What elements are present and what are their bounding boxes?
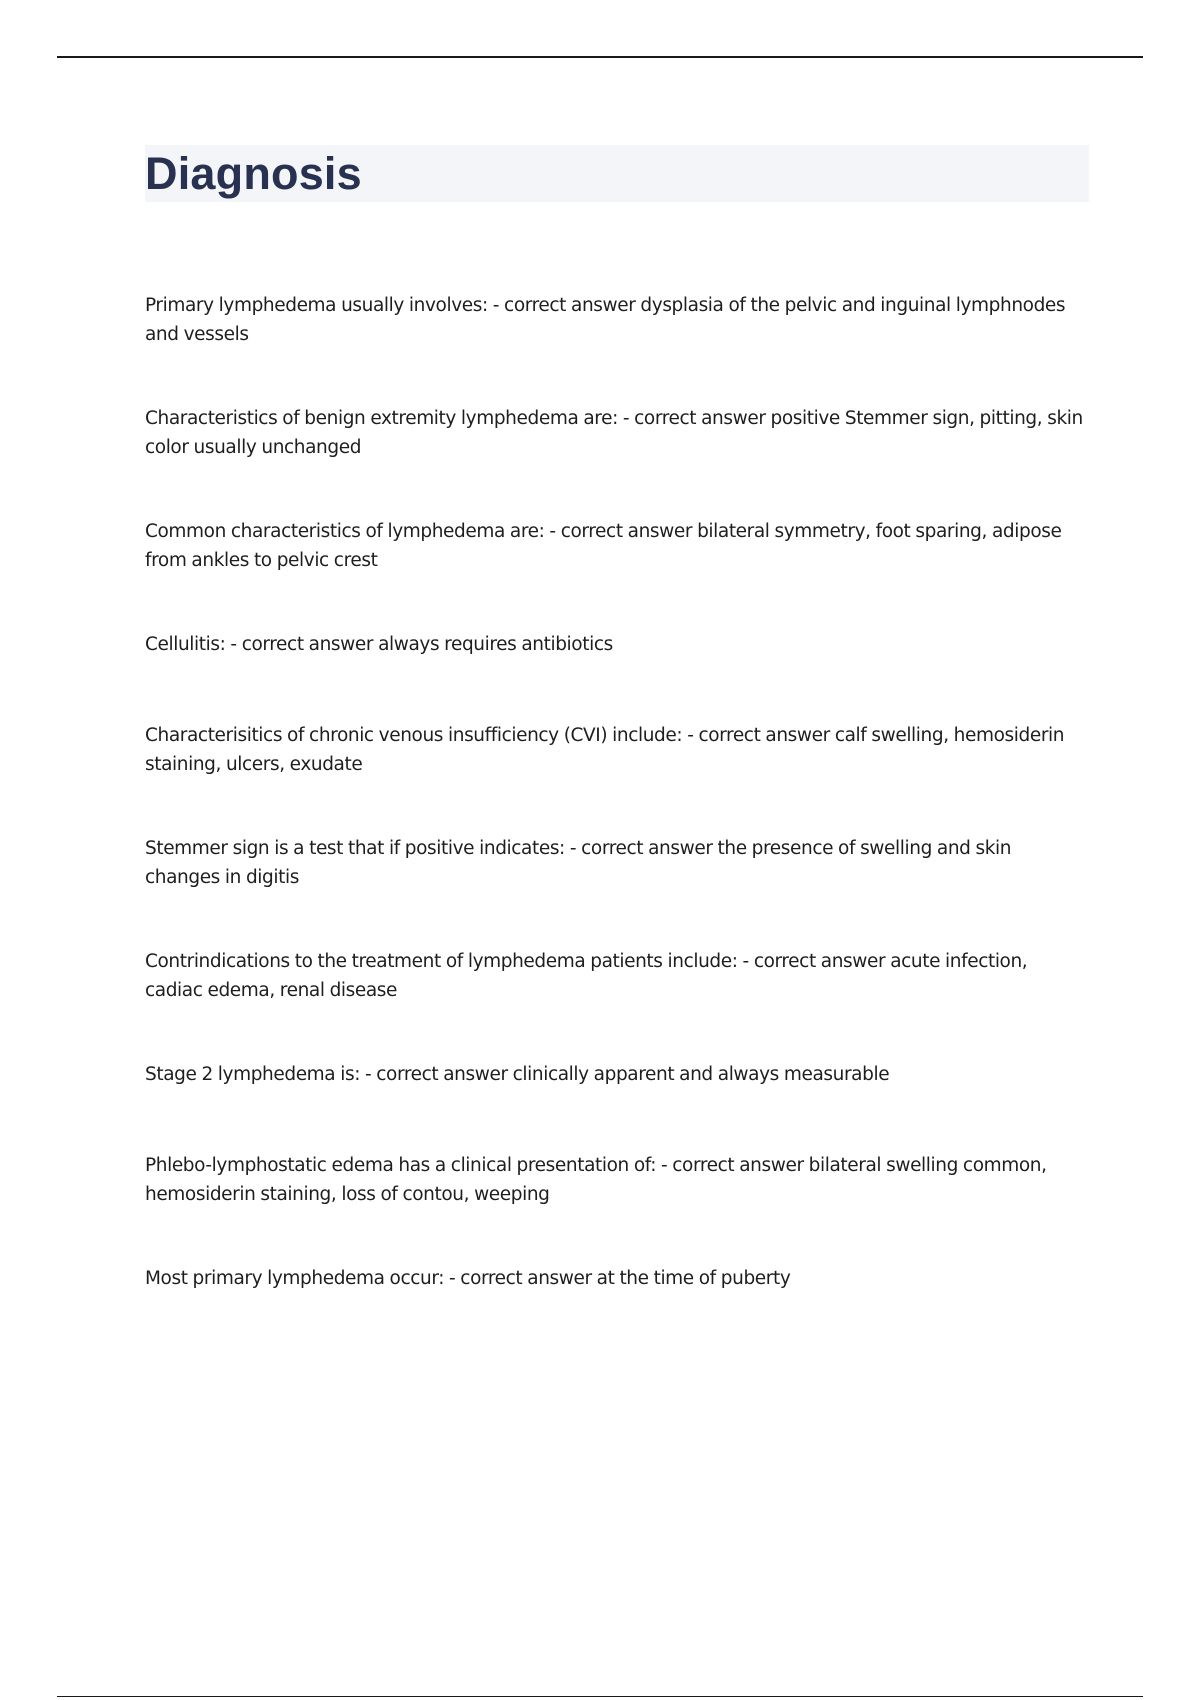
qa-separator: - correct answer [682, 725, 835, 746]
qa-question: Stemmer sign is a test that if positive indicates: [145, 838, 565, 859]
qa-question: Cellulitis: [145, 634, 226, 655]
qa-question: Common characteristics of lymphedema are: [145, 521, 545, 542]
qa-item [145, 947, 1085, 1005]
qa-item [145, 404, 1085, 462]
qa-question: Most primary lymphedema occur: [145, 1268, 445, 1289]
qa-item [145, 834, 1085, 892]
qa-answer: bilateral symmetry, foot sparing, adipose from ankles to pelvic crest [145, 521, 1062, 571]
qa-answer: calf swelling, hemosiderin staining, ulcers, exudate [145, 725, 1065, 775]
qa-item [145, 1060, 1085, 1089]
qa-question: Contrindications to the treatment of lymphedema patients include: [145, 951, 738, 972]
qa-answer: the presence of swelling and skin changes in digitis [145, 838, 1012, 888]
page-title: Diagnosis [145, 148, 362, 199]
qa-item [145, 721, 1085, 779]
qa-answer: positive Stemmer sign, pitting, skin color usually unchanged [145, 408, 1083, 458]
qa-question: Phlebo-lymphostatic edema has a clinical presentation of: [145, 1155, 657, 1176]
qa-question: Stage 2 lymphedema is: [145, 1064, 361, 1085]
qa-separator: - correct answer [225, 634, 379, 655]
top-rule [57, 56, 1143, 58]
qa-item [145, 291, 1085, 349]
qa-answer: always requires antibiotics [378, 634, 613, 655]
qa-item [145, 1151, 1085, 1209]
qa-separator: - correct answer [656, 1155, 809, 1176]
qa-list [145, 291, 1085, 1355]
qa-answer: acute infection, cadiac edema, renal disease [145, 951, 1028, 1001]
qa-separator: - correct answer [444, 1268, 597, 1289]
qa-separator: - correct answer [737, 951, 891, 972]
qa-separator: - correct answer [564, 838, 718, 859]
qa-answer: clinically apparent and always measurable [512, 1064, 890, 1085]
qa-separator: - correct answer [487, 295, 641, 316]
qa-item [145, 630, 1085, 659]
qa-answer: dysplasia of the pelvic and inguinal lymphnodes and vessels [145, 295, 1066, 345]
qa-separator: - correct answer [544, 521, 698, 542]
qa-item [145, 1264, 1085, 1293]
qa-item [145, 517, 1085, 575]
qa-question: Characteristics of benign extremity lymphedema are: [145, 408, 618, 429]
qa-separator: - correct answer [617, 408, 771, 429]
qa-question: Characterisitics of chronic venous insufficiency (CVI) include: [145, 725, 683, 746]
qa-question: Primary lymphedema usually involves: [145, 295, 488, 316]
qa-separator: - correct answer [360, 1064, 513, 1085]
qa-answer: at the time of puberty [596, 1268, 791, 1289]
qa-answer: bilateral swelling common, hemosiderin staining, loss of contou, weeping [145, 1155, 1047, 1205]
title-band [145, 145, 1089, 202]
bottom-rule [57, 1696, 1143, 1697]
